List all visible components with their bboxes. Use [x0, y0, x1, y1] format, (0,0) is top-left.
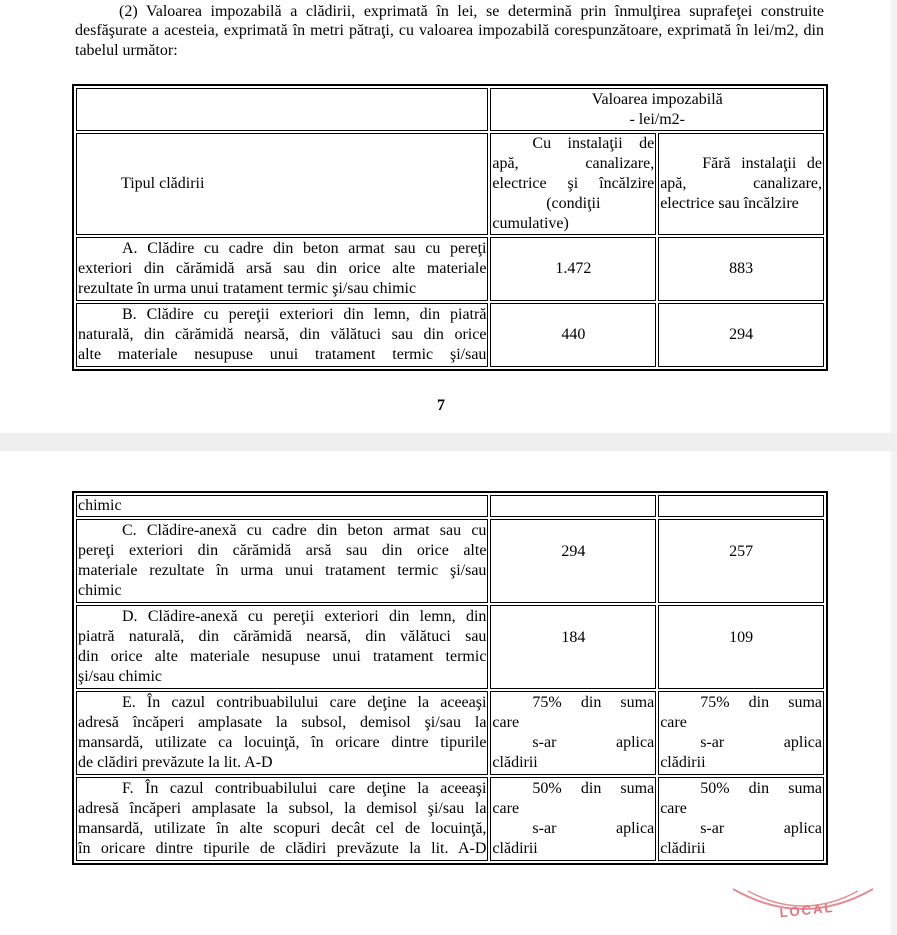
table-row-f — [76, 777, 824, 861]
row-f-with-line1: 50% din suma — [532, 780, 655, 797]
table-row-d — [76, 605, 824, 689]
row-f-without-sar: s-ar — [700, 820, 725, 837]
row-f-line3: mansardă, utilizate în alte scopuri decât cel de locuinţă, — [78, 820, 487, 837]
row-f-line4: în oricare dintre tipurile de clădiri prevăzute la lit. A-D — [78, 840, 487, 857]
row-c-line3: materiale rezultate în urma unui tratament termic şi/sau — [78, 562, 487, 579]
row-f-without — [658, 777, 824, 861]
row-b-cont-with — [490, 495, 656, 517]
row-f-without-line3 — [660, 819, 822, 839]
row-a-line2: exteriori din cărămidă arsă sau din orice alte materiale — [78, 260, 487, 277]
col-without-line3: electrice sau încălzire — [660, 195, 799, 212]
col-without-header — [658, 133, 824, 235]
row-f-without-aplica: aplica — [783, 820, 822, 837]
row-b-cont-without — [658, 495, 824, 517]
row-f-without-line2: care — [660, 800, 687, 817]
col-without-line2: apă, canalizare, — [660, 175, 822, 192]
row-f-without-line4: clădirii — [660, 840, 706, 857]
header-empty-cell — [76, 88, 488, 131]
row-e-with-aplica: aplica — [616, 734, 655, 751]
col-type-label: Tipul clădirii — [121, 175, 205, 192]
row-b-with: 440 — [490, 303, 656, 367]
row-f-with-aplica: aplica — [616, 820, 655, 837]
row-a-without: 883 — [658, 237, 824, 301]
row-c-without: 257 — [658, 519, 824, 603]
intro-paragraph: (2) Valoarea impozabilă a clădirii, exprimată în lei, se determină prin înmulţirea suprafeţei construite desfăşurate a acesteia, exprimată în metri pătraţi, cu valoarea impozabilă corespunzătoare, exprimată în lei/m2, din tabelul următor: — [75, 3, 824, 59]
page-gap — [0, 433, 897, 451]
row-d-without: 109 — [658, 605, 824, 689]
row-e-without — [658, 691, 824, 775]
row-d-line1: D. Clădire-anexă cu pereţii exteriori din lemn, din — [122, 608, 487, 625]
row-e-with-line1: 75% din suma — [532, 694, 655, 711]
row-e-without-line3 — [660, 733, 822, 753]
col-with-line1: Cu instalaţii de — [532, 135, 655, 152]
row-c-type — [76, 519, 488, 603]
impozabil-table-part2 — [72, 491, 828, 865]
row-a-with: 1.472 — [490, 237, 656, 301]
row-b-line1: B. Clădire cu pereţii exteriori din lemn, din piatră — [122, 306, 487, 323]
row-d-line2: piatră naturală, din cărămidă nearsă, din vălătuci sau — [78, 628, 487, 645]
page-number: 7 — [437, 397, 445, 414]
row-c-with: 294 — [490, 519, 656, 603]
row-f-with-line4: clădirii — [492, 840, 538, 857]
row-e-with-line4: clădirii — [492, 754, 538, 771]
col-with-line3: electrice şi încălzire — [492, 175, 655, 192]
row-e-without-line1: 75% din suma — [700, 694, 822, 711]
row-e-line4: de clădiri prevăzute la lit. A-D — [78, 754, 273, 771]
col-type-header — [76, 133, 488, 235]
row-b-line3: alte materiale nesupuse unui tratament termic şi/sau — [78, 346, 487, 363]
row-e-type — [76, 691, 488, 775]
header-value: Valoarea impozabilă — [591, 90, 723, 108]
table-row-b — [76, 303, 824, 367]
row-e-with-line2: care — [492, 714, 520, 731]
row-e-with — [490, 691, 656, 775]
table-row-a — [76, 237, 824, 301]
table-row-c — [76, 519, 824, 603]
row-e-line2: adresă încăperi amplasate la subsol, demisol şi/sau la — [78, 714, 487, 731]
row-f-with-line3 — [492, 819, 654, 839]
official-stamp — [728, 887, 878, 935]
row-b-without: 294 — [658, 303, 824, 367]
col-with-line5: cumulative) — [492, 215, 569, 232]
row-f-line1: F. În cazul contribuabilului care deţine la aceeaşi — [122, 780, 487, 797]
row-e-without-line2: care — [660, 714, 687, 731]
row-f-with — [490, 777, 656, 861]
table-row-e — [76, 691, 824, 775]
row-f-without-line1: 50% din suma — [700, 780, 822, 797]
row-c-line2: pereţi exteriori din cărămidă arsă sau din orice alte — [78, 542, 487, 559]
page-8 — [0, 451, 891, 935]
row-f-type — [76, 777, 488, 861]
page-7 — [0, 0, 891, 433]
row-e-without-sar: s-ar — [700, 734, 725, 751]
row-b-cont-type: chimic — [76, 495, 488, 517]
row-c-line4: chimic — [78, 582, 122, 599]
row-d-line4: şi/sau chimic — [78, 668, 162, 685]
header-unit: - lei/m2- — [629, 110, 685, 128]
row-b-line2: naturală, din cărămidă nearsă, din vălătuci sau din orice — [78, 326, 487, 343]
row-e-line3: mansardă, utilizate ca locuinţă, în oricare dintre tipurile — [78, 734, 487, 751]
row-a-line3: rezultate în urma unui tratament termic şi/sau chimic — [78, 280, 417, 297]
svg-text:LOCAL: LOCAL — [778, 899, 835, 921]
row-f-line2: adresă încăperi amplasate la subsol, la demisol şi/sau la — [78, 800, 487, 817]
impozabil-table-part1 — [72, 84, 828, 371]
table-row-b-continued — [76, 495, 824, 517]
row-e-without-line4: clădirii — [660, 754, 706, 771]
row-e-with-sar: s-ar — [532, 734, 557, 751]
row-a-type — [76, 237, 488, 301]
header-value-cell — [490, 88, 824, 131]
col-with-header — [490, 133, 656, 235]
row-e-line1: E. În cazul contribuabilului care deţine la aceeaşi — [122, 694, 487, 711]
right-edge — [891, 0, 897, 935]
row-d-with: 184 — [490, 605, 656, 689]
row-e-without-aplica: aplica — [783, 734, 822, 751]
row-f-with-sar: s-ar — [532, 820, 557, 837]
col-with-line2: apă, canalizare, — [492, 155, 655, 172]
row-e-with-line3 — [492, 733, 654, 753]
row-c-line1: C. Clădire-anexă cu cadre din beton armat sau cu — [122, 522, 487, 539]
row-d-line3: din orice alte materiale nesupuse unui tratament termic — [78, 648, 487, 665]
row-d-type — [76, 605, 488, 689]
row-f-with-line2: care — [492, 800, 520, 817]
row-b-type — [76, 303, 488, 367]
col-without-line1: Fără instalaţii de — [702, 155, 822, 172]
col-with-line4: (condiţii — [546, 195, 601, 212]
row-a-line1: A. Clădire cu cadre din beton armat sau cu pereţi — [122, 240, 487, 257]
